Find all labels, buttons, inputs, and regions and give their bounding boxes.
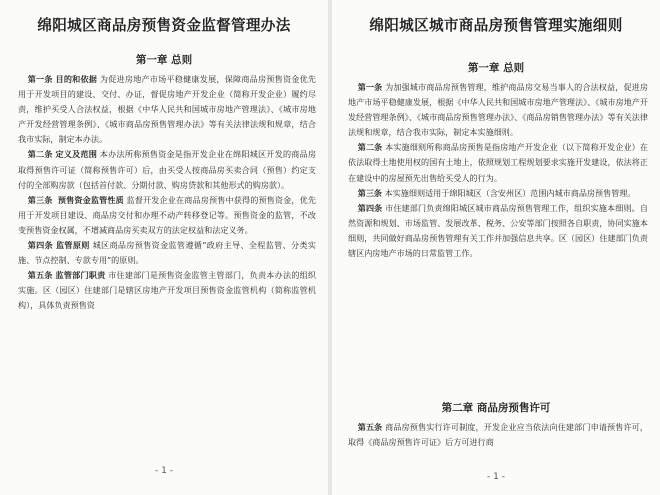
right-article-2: 第二条 本实施细则所称商品房预售是指房地产开发企业（以下简称开发企业）在依法取得土地使用权的国有土地上，依照规划工程规划要求实施开发建设，依法将正在建设中的房屋预先出售给买受人的行为。: [348, 142, 648, 183]
right-chapter-2-heading: 第二章 商品房预售许可: [441, 402, 551, 414]
left-article-5: 第五条 监管部门职责 市住建部门是预售资金监管主管部门，负责本办法的组织实施。区（园区）住建部门是辖区房地产开发项目预售资金监管机构（简称监管机构），具体负责预售资: [18, 270, 316, 311]
left-document-title: 绵阳城区商品房预售资金监督管理办法: [37, 17, 291, 34]
right-page-number: - 1 -: [487, 472, 505, 482]
right-article-3: 第三条 本实施细则适用于绵阳城区（含安州区）范围内城市商品房预售管理。: [357, 187, 636, 198]
left-article-4: 第四条 监管原则 城区商品房预售资金监管遵循“政府主导、全程监管、分类实施、节点控制、专款专用”的原则。: [18, 240, 316, 266]
left-article-1: 第一条 目的和依据 为促进房地产市场平稳健康发展，保障商品房预售资金优先用于开发项目的建设、交付、办证，督促房地产开发企业（简称开发企业）履约尽责，维护买受人合法权益，根据《中华人民共和国城市房地产管理法》、《城市房地产开发经营管理条例》、《城市商品房预售管理办法》等有关法律法规和规章，结合我市实际，制定本办法。: [18, 74, 316, 145]
left-article-2: 第二条 定义及范围 本办法所称预售资金是指开发企业在绵阳城区开发的商品房取得预售许可证（简称预售许可）后，由买受人按商品房买卖合同（预售）约定支付的全部购房款（包括首付款、分期付款、购房贷款和其他形式的购房款）。: [18, 149, 316, 190]
right-body-text: [348, 80, 648, 392]
right-document-page: [332, 0, 660, 495]
left-article-3: 第三条 预售资金监管性质 监督开发企业在商品房预售中获得的预售资金，优先用于开发项目建设、商品房交付和办理不动产转移登记等。预售资金的监管，不改变预售资金权属，不增减商品房买卖双方的法定权益和法定义务。: [18, 194, 316, 235]
left-page-number: - 1 -: [155, 466, 173, 476]
left-body-text: [18, 72, 316, 444]
right-body-text-2: [348, 420, 648, 454]
right-article-1: 第一条 为加强城市商品房预售管理，维护商品房交易当事人的合法权益，促进房地产市场平稳健康发展，根据《中华人民共和国城市房地产管理法》、《城市房地产开发经营管理条例》、《城市商品房预售管理办法》、《商品房销售管理办法》等有关法律法规和规章，结合我市实际，制定本实施细则。: [348, 82, 648, 138]
left-chapter-1-heading: 第一章 总则: [135, 54, 193, 66]
right-article-5: 第五条 商品房预售实行许可制度，开发企业应当依法向住建部门申请预售许可，取得《商品房预售许可证》后方可进行商: [348, 422, 648, 448]
right-document-title: 绵阳城区城市商品房预售管理实施细则: [369, 17, 623, 34]
right-chapter-1-heading: 第一章 总则: [467, 62, 525, 74]
right-article-4: 第四条 市住建部门负责绵阳城区城市商品房预售管理工作，组织实施本细则。自然资源和规划、市场监管、发展改革、税务、公安等部门按照各自职责，协同实施本细则，共同做好商品房预售管理有关工作并加强信息共享。区（园区）住建部门负责辖区内房地产市场的日常监管工作。: [348, 202, 648, 259]
left-document-page: [0, 0, 328, 495]
